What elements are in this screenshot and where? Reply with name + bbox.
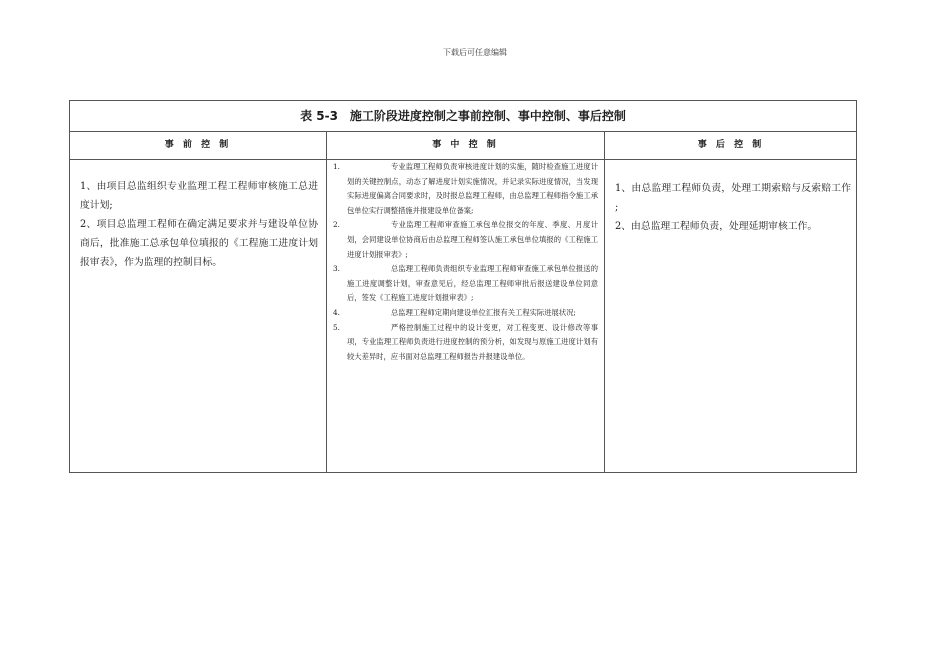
item-text: 专业监理工程师负责审核进度计划的实施，随时检查施工进度计划的关键控制点，动态了解进度计划实施情况，并记录实际进度情况，当发现实际进度偏离合同要求时，及时报总监理工程师，由总监理工程师指令施工承包单位实行调整措施并报建设单位备案; [347, 162, 598, 215]
in-control-item [333, 160, 598, 218]
item-number: 5. [333, 322, 340, 332]
in-control-cell [327, 160, 604, 472]
in-control-item [333, 218, 598, 262]
table-title: 表 5-3 施工阶段进度控制之事前控制、事中控制、事后控制 [70, 101, 856, 132]
pre-control-item: 2、项目总监理工程师在确定满足要求并与建设单位协商后，批准施工总承包单位填报的《工程施工进度计划报审表》，作为监理的控制目标。 [80, 219, 318, 268]
in-control-item [333, 321, 598, 365]
item-number: 2. [333, 220, 340, 230]
post-control-item: 2、由总监理工程师负责，处理延期审核工作。 [615, 221, 818, 232]
progress-control-table [69, 100, 857, 473]
table-header-row [70, 132, 856, 160]
column-header-in-control: 事 中 控 制 [432, 140, 499, 150]
in-control-item [333, 262, 598, 306]
item-text: 总监理工程师定期向建设单位汇报有关工程实际进展状况; [391, 307, 576, 317]
item-number: 1. [333, 162, 340, 171]
post-control-cell [605, 160, 857, 472]
column-header-post-control: 事 后 控 制 [697, 140, 765, 150]
item-number: 3. [333, 264, 340, 274]
in-control-item [333, 306, 598, 321]
pre-control-cell [70, 160, 326, 472]
item-text: 专业监理工程师审查施工承包单位报交的年度、季度、月度计划，会同建设单位协商后由总监理工程师签认施工承包单位填报的《工程施工进度计划报审表》; [347, 220, 598, 259]
pre-control-item: 1、由项目总监组织专业监理工程工程师审核施工总进度计划; [80, 181, 318, 211]
post-control-item: 1、由总监理工程师负责，处理工期索赔与反索赔工作 ; [615, 183, 851, 213]
column-header-pre-control: 事 前 控 制 [164, 140, 232, 150]
page-header: 下载后可任意编辑 [443, 48, 507, 57]
item-number: 4. [333, 307, 340, 317]
item-text: 总监理工程师负责组织专业监理工程师审查施工承包单位报送的施工进度调整计划，审查意见后，经总监理工程师审批后报送建设单位同意后，签发《工程施工进度计划报审表》; [347, 264, 598, 303]
item-text: 严格控制施工过程中的设计变更，对工程变更、设计修改等事项，专业监理工程师负责进行进度控制的预分析，如发现与原施工进度计划有较大差异时，应书面对总监理工程师报告并报建设单位。 [347, 322, 598, 361]
